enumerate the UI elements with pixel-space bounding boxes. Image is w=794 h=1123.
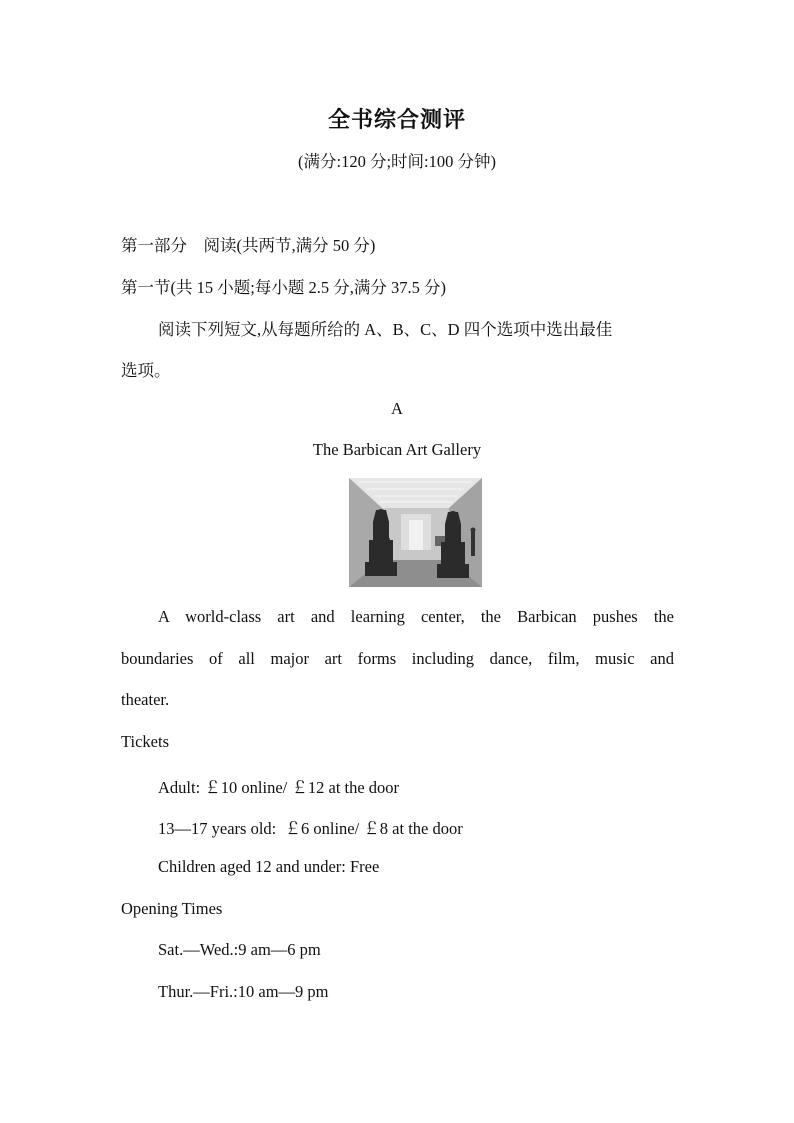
intro-line-3: theater. (121, 690, 170, 709)
intro-line-1: A world-class art and learning center, the Barbican pushes the (158, 607, 674, 626)
instruction-line-2: 选项。 (121, 361, 171, 380)
ticket-children: Children aged 12 and under: Free (158, 857, 380, 876)
opening-thu-fri: Thur.—Fri.:10 am—9 pm (158, 982, 329, 1001)
opening-sat-wed: Sat.—Wed.:9 am—6 pm (158, 940, 321, 959)
section-heading: 第一节(共 15 小题;每小题 2.5 分,满分 37.5 分) (121, 278, 446, 297)
part-heading: 第一部分 阅读(共两节,满分 50 分) (121, 236, 376, 255)
gallery-hall-illustration (349, 478, 482, 587)
ticket-teen: 13—17 years old: ￡6 online/ ￡8 at the door (158, 819, 463, 838)
page-title: 全书综合测评 (327, 107, 466, 132)
exam-info: (满分:120 分;时间:100 分钟) (298, 152, 496, 171)
ticket-adult: Adult: ￡10 online/ ￡12 at the door (158, 778, 400, 797)
instruction-line-1: 阅读下列短文,从每题所给的 A、B、C、D 四个选项中选出最佳 (158, 320, 613, 339)
intro-line-2: boundaries of all major art forms including dance, film, music and (121, 649, 674, 668)
tickets-heading: Tickets (121, 732, 169, 751)
passage-label: A (391, 399, 403, 418)
opening-times-heading: Opening Times (121, 899, 223, 918)
passage-title: The Barbican Art Gallery (312, 440, 482, 459)
gallery-photo (349, 478, 482, 587)
